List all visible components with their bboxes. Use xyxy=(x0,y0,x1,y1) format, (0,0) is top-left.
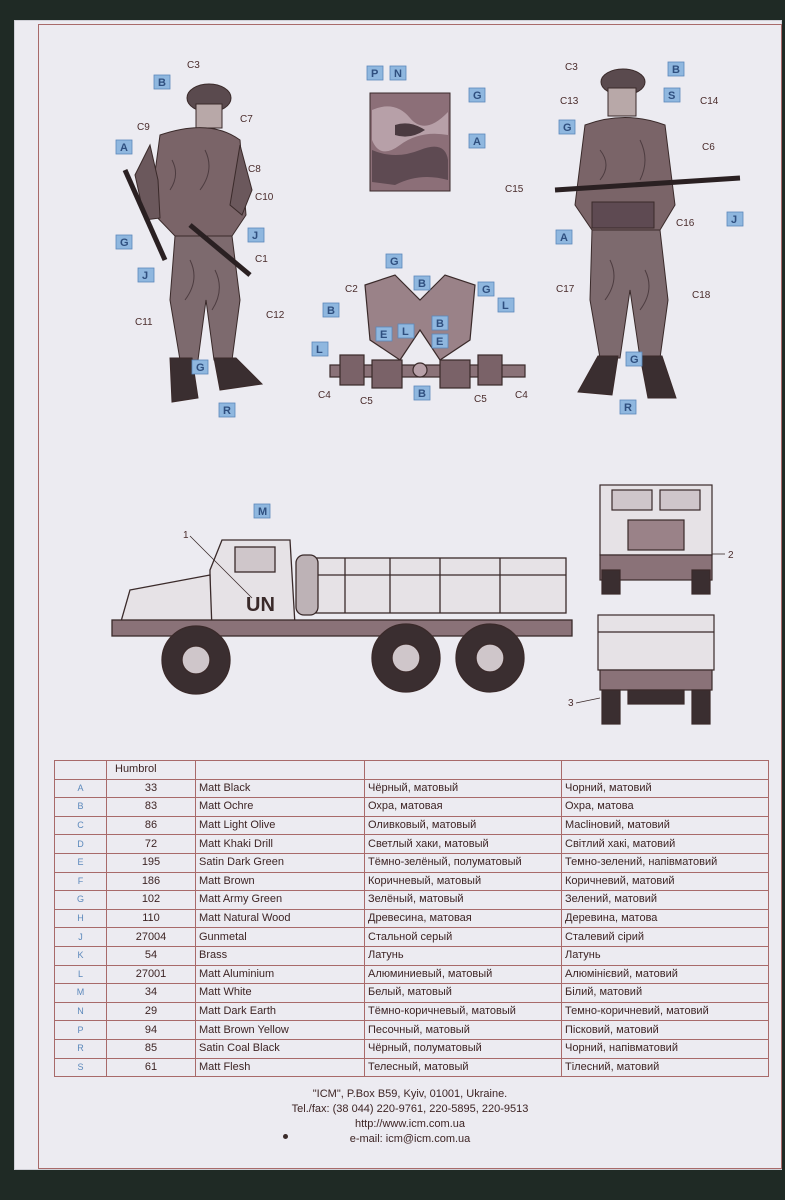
svg-text:B: B xyxy=(327,305,335,317)
svg-text:J: J xyxy=(731,214,738,226)
svg-text:C15: C15 xyxy=(505,184,524,195)
paint-code: H xyxy=(55,909,107,928)
svg-text:C5: C5 xyxy=(474,394,487,405)
svg-text:G: G xyxy=(196,362,205,374)
contact-website: http://www.icm.com.ua xyxy=(354,1118,466,1130)
table-row xyxy=(55,816,769,835)
color-name-ukrainian: Охра, матова xyxy=(562,798,769,817)
color-name-ukrainian: Темно-коричневий, матовий xyxy=(562,1002,769,1021)
color-name-english: Brass xyxy=(196,946,365,965)
svg-text:C17: C17 xyxy=(556,284,575,295)
paint-code: N xyxy=(55,1002,107,1021)
svg-text:C12: C12 xyxy=(266,310,285,321)
svg-text:R: R xyxy=(624,402,632,414)
paint-code: K xyxy=(55,946,107,965)
table-row xyxy=(55,1002,769,1021)
color-name-russian: Охра, матовая xyxy=(365,798,562,817)
truck-un-marking: UN xyxy=(246,594,275,616)
svg-text:C18: C18 xyxy=(692,290,711,301)
color-name-ukrainian: Тілесний, матовий xyxy=(562,1058,769,1077)
humbrol-number: 102 xyxy=(107,891,196,910)
color-name-english: Satin Dark Green xyxy=(196,853,365,872)
humbrol-number: 27004 xyxy=(107,928,196,947)
table-row xyxy=(55,835,769,854)
color-name-ukrainian: Сталевий сірий xyxy=(562,928,769,947)
svg-text:A: A xyxy=(560,232,568,244)
contact-phone: Tel./fax: (38 044) 220-9761, 220-5895, 220-9513 xyxy=(291,1103,529,1115)
soldier-right-figure xyxy=(555,69,740,398)
color-name-russian: Белый, матовый xyxy=(365,984,562,1003)
color-name-english: Matt Ochre xyxy=(196,798,365,817)
svg-text:G: G xyxy=(563,122,572,134)
color-name-russian: Алюминиевый, матовый xyxy=(365,965,562,984)
contact-address: "ICM", P.Box B59, Kyiv, 01001, Ukraine. xyxy=(312,1088,508,1100)
svg-text:C10: C10 xyxy=(255,192,274,203)
color-name-ukrainian: Пісковий, матовий xyxy=(562,1021,769,1040)
svg-text:C14: C14 xyxy=(700,96,719,107)
svg-text:A: A xyxy=(473,136,481,148)
bullet-dot xyxy=(283,1134,288,1139)
truck-side-view xyxy=(112,540,572,694)
svg-text:C3: C3 xyxy=(187,60,200,71)
color-name-russian: Зелёный, матовый xyxy=(365,891,562,910)
svg-text:N: N xyxy=(394,68,402,80)
svg-text:C9: C9 xyxy=(137,122,150,133)
contact-block xyxy=(190,1087,630,1147)
color-name-ukrainian: Білий, матовий xyxy=(562,984,769,1003)
svg-text:R: R xyxy=(223,405,231,417)
color-name-ukrainian: Коричневий, матовий xyxy=(562,872,769,891)
color-name-russian: Стальной серый xyxy=(365,928,562,947)
svg-text:L: L xyxy=(316,344,323,356)
humbrol-number: 34 xyxy=(107,984,196,1003)
svg-text:2: 2 xyxy=(728,550,734,561)
table-row xyxy=(55,984,769,1003)
color-name-russian: Чёрный, полуматовый xyxy=(365,1039,562,1058)
table-row xyxy=(55,891,769,910)
color-name-english: Satin Coal Black xyxy=(196,1039,365,1058)
color-name-english: Matt Dark Earth xyxy=(196,1002,365,1021)
humbrol-number: 61 xyxy=(107,1058,196,1077)
paint-code: E xyxy=(55,853,107,872)
table-row xyxy=(55,909,769,928)
color-name-ukrainian: Зелений, матовий xyxy=(562,891,769,910)
color-name-english: Matt Black xyxy=(196,779,365,798)
color-name-russian: Латунь xyxy=(365,946,562,965)
svg-text:C8: C8 xyxy=(248,164,261,175)
table-row xyxy=(55,946,769,965)
humbrol-number: 83 xyxy=(107,798,196,817)
svg-text:S: S xyxy=(668,90,676,102)
harness-figure xyxy=(330,275,525,388)
svg-text:C7: C7 xyxy=(240,114,253,125)
svg-text:J: J xyxy=(142,270,149,282)
humbrol-number: 186 xyxy=(107,872,196,891)
humbrol-number: 195 xyxy=(107,853,196,872)
humbrol-number: 110 xyxy=(107,909,196,928)
paint-code: G xyxy=(55,891,107,910)
svg-text:3: 3 xyxy=(568,698,574,709)
color-name-russian: Тёмно-зелёный, полуматовый xyxy=(365,853,562,872)
svg-text:B: B xyxy=(158,77,166,89)
humbrol-number: 29 xyxy=(107,1002,196,1021)
color-name-english: Matt Army Green xyxy=(196,891,365,910)
svg-text:1: 1 xyxy=(183,530,189,541)
svg-text:L: L xyxy=(502,300,509,312)
color-name-english: Matt White xyxy=(196,984,365,1003)
header-humbrol: Humbrol xyxy=(107,761,196,780)
svg-text:G: G xyxy=(120,237,129,249)
humbrol-number: 86 xyxy=(107,816,196,835)
svg-text:A: A xyxy=(120,142,128,154)
svg-text:C3: C3 xyxy=(565,62,578,73)
humbrol-number: 54 xyxy=(107,946,196,965)
svg-text:P: P xyxy=(371,68,379,80)
svg-text:C5: C5 xyxy=(360,396,373,407)
svg-text:B: B xyxy=(436,318,444,330)
color-name-russian: Тёмно-коричневый, матовый xyxy=(365,1002,562,1021)
color-name-ukrainian: Темно-зелений, напівматовий xyxy=(562,853,769,872)
svg-text:C2: C2 xyxy=(345,284,358,295)
paint-code: A xyxy=(55,779,107,798)
svg-text:C13: C13 xyxy=(560,96,579,107)
svg-text:B: B xyxy=(418,388,426,400)
color-name-russian: Телесный, матовый xyxy=(365,1058,562,1077)
color-name-russian: Коричневый, матовый xyxy=(365,872,562,891)
humbrol-number: 27001 xyxy=(107,965,196,984)
contact-email: e-mail: icm@icm.com.ua xyxy=(349,1133,471,1145)
color-name-english: Gunmetal xyxy=(196,928,365,947)
svg-text:M: M xyxy=(258,506,268,518)
color-name-russian: Древесина, матовая xyxy=(365,909,562,928)
table-row xyxy=(55,872,769,891)
humbrol-number: 94 xyxy=(107,1021,196,1040)
header-english xyxy=(196,761,365,780)
svg-text:B: B xyxy=(672,64,680,76)
color-name-russian: Песочный, матовый xyxy=(365,1021,562,1040)
header-russian xyxy=(365,761,562,780)
table-row xyxy=(55,779,769,798)
color-name-ukrainian: Чорний, напівматовий xyxy=(562,1039,769,1058)
paint-code: D xyxy=(55,835,107,854)
truck-front-view xyxy=(600,485,712,594)
paint-code: B xyxy=(55,798,107,817)
truck-rear-view xyxy=(598,615,714,724)
svg-text:G: G xyxy=(630,354,639,366)
table-row xyxy=(55,1021,769,1040)
color-name-ukrainian: Світлий хакі, матовий xyxy=(562,835,769,854)
table-row xyxy=(55,965,769,984)
paint-code: C xyxy=(55,816,107,835)
humbrol-number: 85 xyxy=(107,1039,196,1058)
paint-table-body xyxy=(55,779,769,1077)
table-row xyxy=(55,1058,769,1077)
color-name-english: Matt Khaki Drill xyxy=(196,835,365,854)
svg-text:J: J xyxy=(252,230,259,242)
color-name-english: Matt Brown xyxy=(196,872,365,891)
paint-code: R xyxy=(55,1039,107,1058)
color-name-ukrainian: Чорний, матовий xyxy=(562,779,769,798)
humbrol-number: 72 xyxy=(107,835,196,854)
svg-text:E: E xyxy=(380,329,388,341)
paint-table-header xyxy=(55,761,769,780)
paint-code: J xyxy=(55,928,107,947)
color-name-english: Matt Light Olive xyxy=(196,816,365,835)
color-name-russian: Чёрный, матовый xyxy=(365,779,562,798)
color-name-ukrainian: Масliновий, матовий xyxy=(562,816,769,835)
color-name-english: Matt Aluminium xyxy=(196,965,365,984)
paint-code: L xyxy=(55,965,107,984)
paint-code: F xyxy=(55,872,107,891)
color-name-english: Matt Flesh xyxy=(196,1058,365,1077)
table-row xyxy=(55,798,769,817)
svg-text:C4: C4 xyxy=(318,390,331,401)
svg-text:G: G xyxy=(473,90,482,102)
camo-swatch xyxy=(370,93,450,191)
svg-text:G: G xyxy=(390,256,399,268)
header-ukrainian xyxy=(562,761,769,780)
svg-text:C4: C4 xyxy=(515,390,528,401)
paint-code: M xyxy=(55,984,107,1003)
color-name-russian: Оливковый, матовый xyxy=(365,816,562,835)
table-row xyxy=(55,853,769,872)
humbrol-number: 33 xyxy=(107,779,196,798)
paint-table xyxy=(54,760,769,1077)
svg-text:C11: C11 xyxy=(135,317,153,328)
color-name-ukrainian: Алюмінієвий, матовий xyxy=(562,965,769,984)
color-name-russian: Светлый хаки, матовый xyxy=(365,835,562,854)
svg-text:G: G xyxy=(482,284,491,296)
svg-text:E: E xyxy=(436,336,444,348)
paint-code: P xyxy=(55,1021,107,1040)
color-name-ukrainian: Латунь xyxy=(562,946,769,965)
color-name-ukrainian: Деревина, матова xyxy=(562,909,769,928)
header-code xyxy=(55,761,107,780)
color-name-english: Matt Natural Wood xyxy=(196,909,365,928)
svg-text:C1: C1 xyxy=(255,254,268,265)
paint-code: S xyxy=(55,1058,107,1077)
svg-text:B: B xyxy=(418,278,426,290)
svg-text:L: L xyxy=(402,326,409,338)
color-name-english: Matt Brown Yellow xyxy=(196,1021,365,1040)
svg-text:C6: C6 xyxy=(702,142,715,153)
table-row xyxy=(55,1039,769,1058)
svg-text:C16: C16 xyxy=(676,218,695,229)
table-row xyxy=(55,928,769,947)
